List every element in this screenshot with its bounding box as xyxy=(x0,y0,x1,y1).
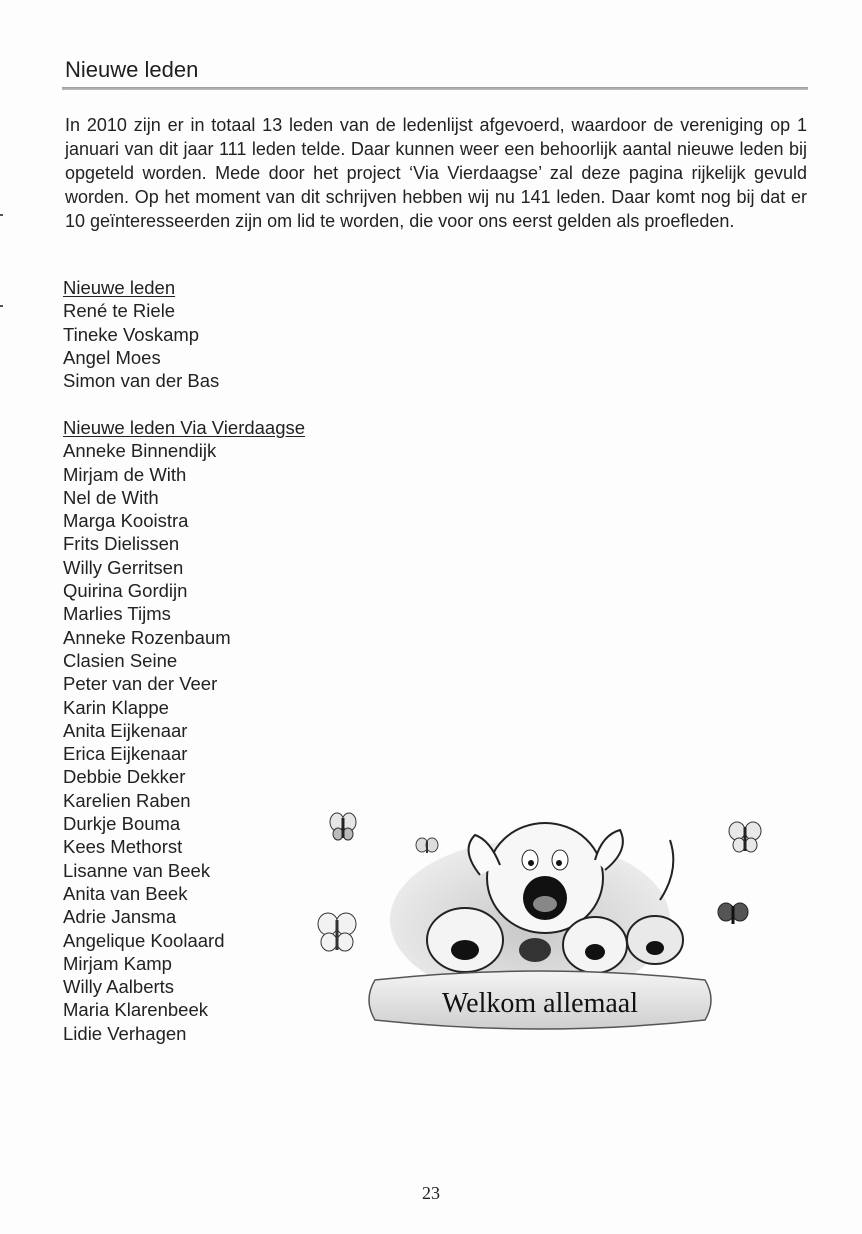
section-heading: Nieuwe leden xyxy=(63,277,176,298)
new-members-section xyxy=(63,276,219,392)
member-name: Mirjam de With xyxy=(63,463,187,485)
section-heading: Nieuwe leden Via Vierdaagse xyxy=(63,417,306,438)
member-name: Anneke Rozenbaum xyxy=(63,626,231,648)
butterfly-icon xyxy=(330,813,356,840)
member-name: Adrie Jansma xyxy=(63,906,177,928)
member-name: Quirina Gordijn xyxy=(63,580,188,602)
welcome-banner xyxy=(369,971,711,1029)
member-name: Karelien Raben xyxy=(63,789,191,811)
member-name: Tineke Voskamp xyxy=(63,323,200,345)
member-name: Willy Gerritsen xyxy=(63,556,184,578)
member-name: René te Riele xyxy=(63,300,176,322)
welcome-illustration xyxy=(305,800,780,1055)
member-name: Simon van der Bas xyxy=(63,370,220,392)
intro-paragraph: In 2010 zijn er in totaal 13 leden van de ledenlijst afgevoerd, waardoor de vereniging op 1 januari van dit jaar 111 leden telde. Daar kunnen weer een behoorlijk aantal nieuwe leden bij opgeteld worden. Mede door het project ‘Via Vierdaagse’ zal deze pagina rijkelijk gevuld worden. Op het moment van dit schrijven hebben wij nu 141 leden. Daar komt nog bij dat er 10 geïnteresseerden zijn om lid te worden, die voor ons eerst gelden als proefleden. xyxy=(65,115,807,231)
butterfly-icon xyxy=(318,913,356,951)
member-name: Clasien Seine xyxy=(63,649,178,671)
member-list xyxy=(63,439,305,1045)
member-name: Durkje Bouma xyxy=(63,813,181,835)
member-name: Marlies Tijms xyxy=(63,603,171,625)
member-list xyxy=(63,299,219,392)
member-name: Debbie Dekker xyxy=(63,766,186,788)
member-name: Lisanne van Beek xyxy=(63,859,211,881)
member-name: Anneke Binnendijk xyxy=(63,440,217,462)
member-name: Mirjam Kamp xyxy=(63,952,172,974)
scan-mark xyxy=(0,305,3,307)
member-name: Maria Klarenbeek xyxy=(63,999,208,1021)
butterfly-icon xyxy=(416,838,438,853)
member-name: Lidie Verhagen xyxy=(63,1022,187,1044)
member-name: Karin Klappe xyxy=(63,696,169,718)
member-name: Nel de With xyxy=(63,486,159,508)
page-title: Nieuwe leden xyxy=(65,57,199,82)
member-name: Anita Eijkenaar xyxy=(63,719,188,741)
scan-mark xyxy=(0,214,3,216)
banner-text: Welkom allemaal xyxy=(442,988,638,1019)
member-name: Willy Aalberts xyxy=(63,976,175,998)
member-name: Frits Dielissen xyxy=(63,533,180,555)
butterfly-icon xyxy=(729,822,761,852)
member-name: Anita van Beek xyxy=(63,882,188,904)
title-rule xyxy=(62,87,808,90)
member-name: Kees Methorst xyxy=(63,836,183,858)
member-name: Erica Eijkenaar xyxy=(63,743,188,765)
butterfly-icon xyxy=(718,903,748,924)
member-name: Angelique Koolaard xyxy=(63,929,225,951)
member-name: Peter van der Veer xyxy=(63,673,218,695)
via-vierdaagse-section xyxy=(63,416,305,1045)
page-number: 23 xyxy=(422,1183,440,1203)
member-name: Marga Kooistra xyxy=(63,510,189,532)
member-name: Angel Moes xyxy=(63,346,161,368)
